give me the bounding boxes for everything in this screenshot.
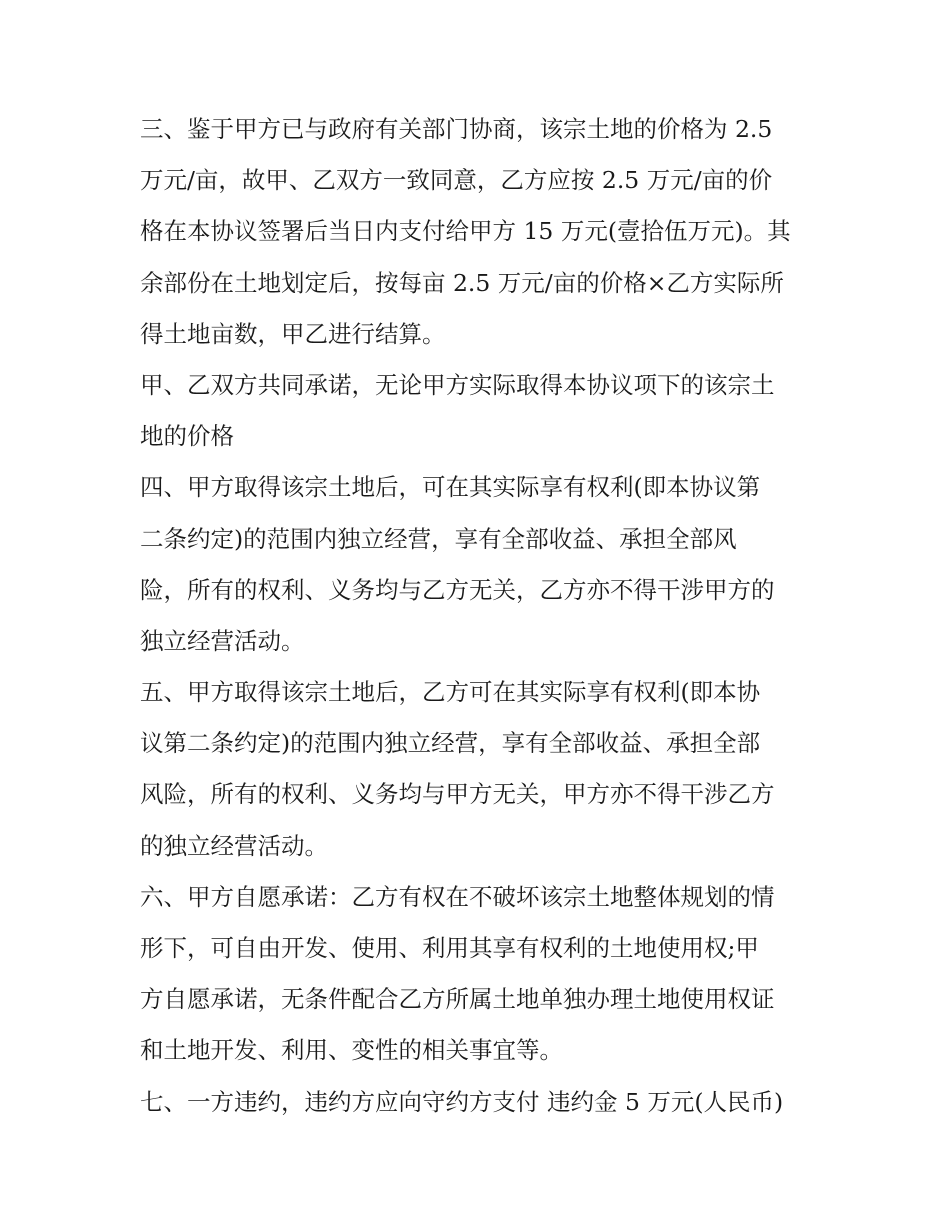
clause-6-line-4: 和土地开发、利用、变性的相关事宜等。 <box>140 1036 563 1065</box>
clause-3-line-4: 余部份在土地划定后，按每亩 2.5 万元/亩的价格×乙方实际所 <box>140 268 784 297</box>
clause-6-line-1: 六、甲方自愿承诺：乙方有权在不破坏该宗土地整体规划的情 <box>140 882 775 911</box>
clause-4-line-3: 险，所有的权利、义务均与乙方无关，乙方亦不得干涉甲方的 <box>140 575 775 604</box>
clause-4-line-4: 独立经营活动。 <box>140 626 305 655</box>
clause-3-line-1: 三、鉴于甲方已与政府有关部门协商，该宗土地的价格为 2.5 <box>140 115 773 143</box>
joint-promise-line-1: 甲、乙双方共同承诺，无论甲方实际取得本协议项下的该宗土 <box>140 370 775 399</box>
clause-4-line-2: 二条约定)的范围内独立经营，享有全部收益、承担全部风 <box>140 524 737 553</box>
clause-5-line-2: 议第二条约定)的范围内独立经营，享有全部收益、承担全部 <box>140 729 761 758</box>
clause-4-line-1: 四、甲方取得该宗土地后，可在其实际享有权利(即本协议第 <box>140 473 761 502</box>
clause-3-line-3: 格在本协议签署后当日内支付给甲方 15 万元(壹拾伍万元)。其 <box>140 217 791 246</box>
clause-6-line-2: 形下，可自由开发、使用、利用其享有权利的土地使用权;甲 <box>140 934 759 962</box>
clause-5-line-4: 的独立经营活动。 <box>140 831 328 860</box>
clause-5-line-1: 五、甲方取得该宗土地后，乙方可在其实际享有权利(即本协 <box>140 678 761 707</box>
clause-5-line-3: 风险，所有的权利、义务均与甲方无关，甲方亦不得干涉乙方 <box>140 780 775 809</box>
clause-3-line-2: 万元/亩，故甲、乙双方一致同意，乙方应按 2.5 万元/亩的价 <box>140 166 773 195</box>
document-body <box>140 104 812 1128</box>
clause-6-line-3: 方自愿承诺，无条件配合乙方所属土地单独办理土地使用权证 <box>140 985 775 1014</box>
clause-7-line-1: 七、一方违约，违约方应向守约方支付 违约金 5 万元(人民币) <box>140 1087 784 1116</box>
clause-3-line-5: 得土地亩数，甲乙进行结算。 <box>140 319 446 348</box>
joint-promise-line-2: 地的价格 <box>140 422 234 451</box>
